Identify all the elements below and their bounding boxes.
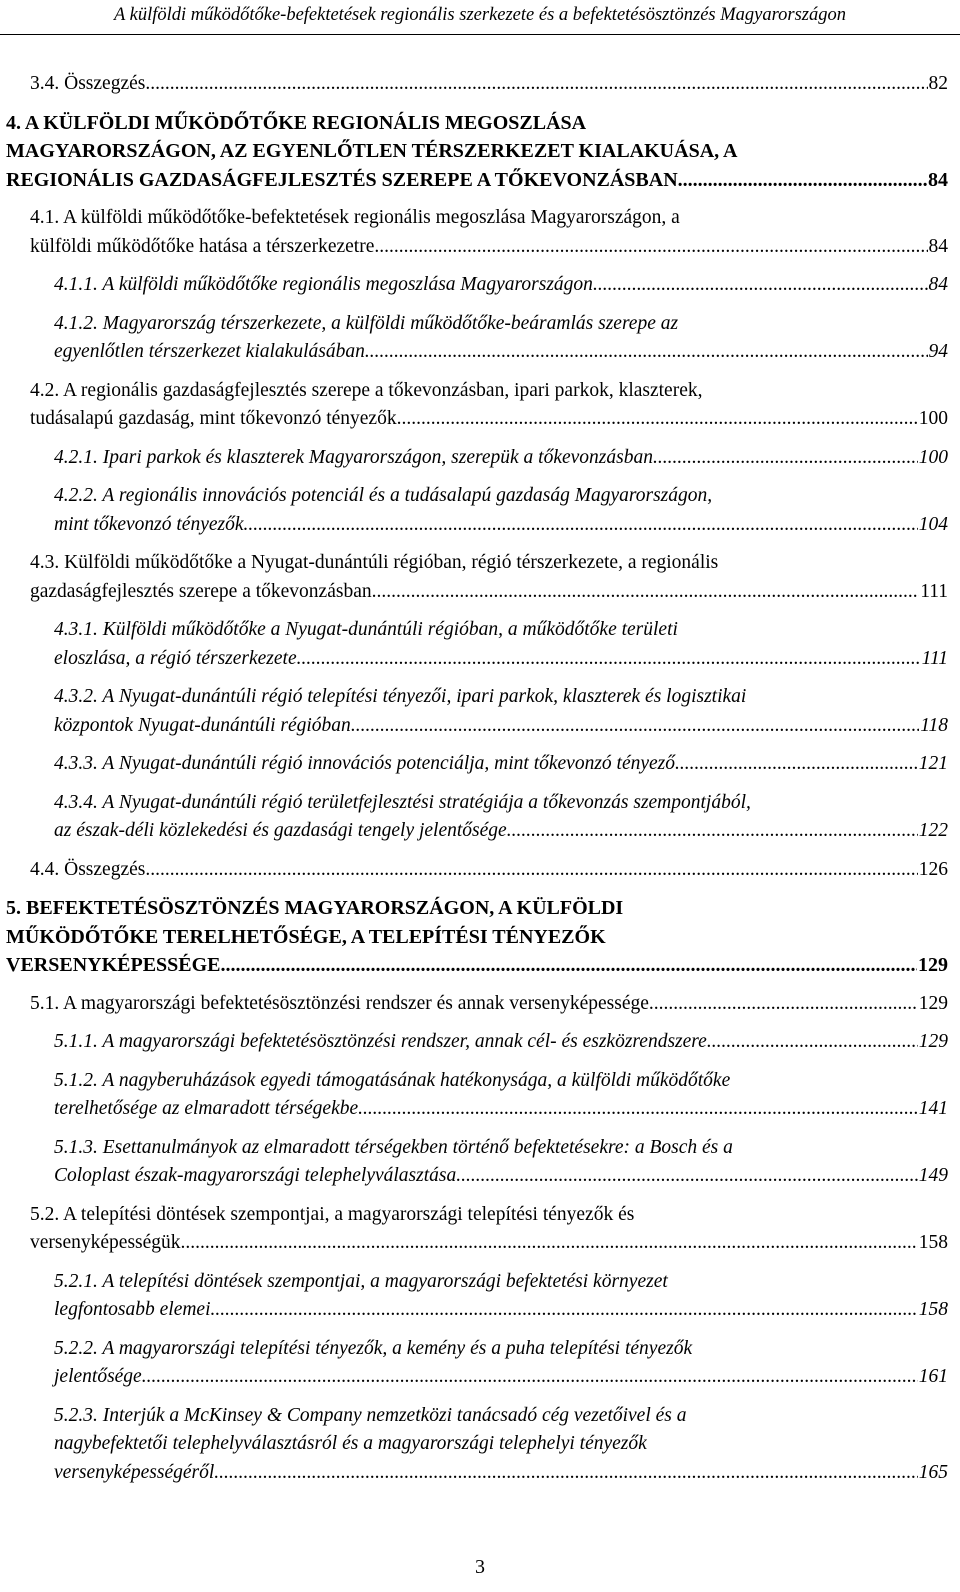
toc-page-number: 84: [928, 274, 948, 295]
dot-leader: [211, 1296, 918, 1325]
toc-entry-line: MŰKÖDŐTŐKE TERELHETŐSÉGE, A TELEPÍTÉSI TÉNYEZŐK: [6, 925, 606, 948]
dot-leader: [145, 856, 917, 885]
toc-entry[interactable]: [30, 990, 948, 1019]
toc-entry[interactable]: [30, 549, 948, 606]
toc-page-number: 94: [928, 341, 948, 362]
toc-entry-title: 4.4. Összegzés: [30, 858, 146, 880]
toc-page-number: 100: [918, 408, 948, 429]
toc-entry-title: tudásalapú gazdaság, mint tőkevonzó tényezők: [30, 408, 397, 429]
toc-page-number: 158: [918, 1299, 948, 1320]
toc-entry[interactable]: [54, 444, 948, 473]
toc-page-number: 149: [918, 1165, 948, 1186]
toc-entry[interactable]: [54, 750, 948, 779]
toc-entry-line: 4.3.4. A Nyugat-dunántúli régió területfejlesztési stratégiája a tőkevonzás szempontjából,: [54, 791, 751, 813]
toc-entry-line: 4.2. A regionális gazdaságfejlesztés szerepe a tőkevonzásban, ipari parkok, klaszterek,: [30, 379, 703, 401]
dot-leader: [678, 166, 927, 195]
toc-page-number: 104: [918, 513, 948, 535]
toc-entry-title: 5.1.1. A magyarországi befektetésösztönzési rendszer, annak cél- és eszközrendszere: [54, 1031, 707, 1052]
toc-entry[interactable]: [30, 204, 948, 261]
toc-entry-title: 3.4. Összegzés: [30, 73, 146, 94]
dot-leader: [297, 645, 921, 674]
toc-entry-title: az észak-déli közlekedési és gazdasági tengely jelentősége: [54, 820, 507, 841]
toc-entry-line: 4.3.2. A Nyugat-dunántúli régió telepítési tényezői, ipari parkok, klaszterek és logisztikai: [54, 686, 747, 707]
toc-entry[interactable]: [54, 1335, 948, 1392]
toc-entry[interactable]: [54, 1134, 948, 1191]
toc-entry-title: REGIONÁLIS GAZDASÁGFEJLESZTÉS SZEREPE A TŐKEVONZÁSBAN: [6, 168, 678, 191]
toc-entry-title: 4.2.1. Ipari parkok és klaszterek Magyarországon, szerepük a tőkevonzásban: [54, 446, 653, 468]
toc-entry-line: 5.1.3. Esettanulmányok az elmaradott térségekben történő befektetésekre: a Bosch és a: [54, 1136, 733, 1158]
dot-leader: [372, 578, 920, 607]
toc-entry-title: gazdaságfejlesztés szerepe a tőkevonzásban: [30, 580, 372, 602]
toc-page-number: 121: [918, 753, 948, 774]
toc-entry-line: MAGYARORSZÁGON, AZ EGYENLŐTLEN TÉRSZERKEZET KIALAKUÁSA, A: [6, 140, 738, 162]
toc-entry-title: legfontosabb elemei: [54, 1299, 211, 1320]
dot-leader: [593, 271, 928, 300]
dot-leader: [221, 951, 917, 980]
dot-leader: [397, 405, 918, 434]
toc-entry-title: 5.1. A magyarországi befektetésösztönzési rendszer és annak versenyképessége: [30, 992, 649, 1014]
dot-leader: [707, 1028, 918, 1057]
toc-entry-title: központok Nyugat-dunántúli régióban: [54, 714, 351, 736]
toc-entry-title: külföldi működőtőke hatása a térszerkezetre: [30, 235, 375, 257]
toc-entry[interactable]: [54, 616, 948, 673]
toc-page-number: 84: [928, 235, 948, 257]
toc-entry-line: nagybefektetői telephelyválasztásról és a magyarországi telephelyi tényezők: [54, 1433, 647, 1454]
toc-entry-title: Coloplast észak-magyarországi telephelyválasztása: [54, 1165, 457, 1186]
dot-leader: [181, 1229, 918, 1258]
toc-page-number: 82: [928, 73, 948, 94]
toc-entry-line: 4.3. Külföldi működőtőke a Nyugat-dunántúli régióban, régió térszerkezete, a regionális: [30, 552, 719, 573]
dot-leader: [358, 1095, 918, 1124]
toc-entry-title: eloszlása, a régió térszerkezete: [54, 647, 297, 669]
toc-page-number: 141: [918, 1098, 948, 1119]
toc-entry-line: 5.1.2. A nagyberuházások egyedi támogatásának hatékonysága, a külföldi működőtőke: [54, 1069, 731, 1091]
toc-entry[interactable]: [54, 1028, 948, 1057]
toc-page-number: 161: [918, 1366, 948, 1387]
toc-entry-title: versenyképességéről: [54, 1461, 215, 1483]
toc-page-number: 158: [918, 1232, 948, 1253]
toc-entry[interactable]: [6, 109, 948, 195]
toc-page-number: 126: [918, 858, 948, 880]
toc-entry[interactable]: [54, 683, 948, 740]
toc-entry-line: 5. BEFEKTETÉSÖSZTÖNZÉS MAGYARORSZÁGON, A KÜLFÖLDI: [6, 897, 624, 919]
toc-entry-title: 4.3.3. A Nyugat-dunántúli régió innovációs potenciálja, mint tőkevonzó tényező: [54, 753, 676, 774]
toc-page-number: 122: [918, 820, 948, 841]
page-number: 3: [475, 1556, 485, 1578]
dot-leader: [214, 1459, 917, 1488]
toc-entry[interactable]: [54, 789, 948, 846]
toc-entry[interactable]: [54, 1268, 948, 1325]
dot-leader: [244, 511, 918, 540]
dot-leader: [653, 444, 918, 473]
toc-entry-line: 4.2.2. A regionális innovációs potenciál és a tudásalapú gazdaság Magyarországon,: [54, 485, 713, 506]
dot-leader: [351, 712, 919, 741]
toc-entry[interactable]: [54, 482, 948, 539]
toc-entry[interactable]: [54, 310, 948, 367]
toc-entry[interactable]: [54, 271, 948, 300]
dot-leader: [374, 233, 927, 262]
toc-entry[interactable]: [30, 377, 948, 434]
toc-entry[interactable]: [6, 894, 948, 980]
toc-entry-line: 5.2.1. A telepítési döntések szempontjai, a magyarországi befektetési környezet: [54, 1270, 668, 1292]
toc-entry-title: jelentősége: [54, 1366, 142, 1387]
dot-leader: [675, 750, 918, 779]
toc-entry-line: 5.2.2. A magyarországi telepítési tényezők, a kemény és a puha telepítési tényezők: [54, 1337, 693, 1359]
dot-leader: [142, 1363, 918, 1392]
toc-entry-line: 4.3.1. Külföldi működőtőke a Nyugat-dunántúli régióban, a működőtőke területi: [54, 619, 678, 640]
dot-leader: [456, 1162, 918, 1191]
running-header: A külföldi működőtőke-befektetések regionális szerkezete és a befektetésösztönzés Magyarországon: [0, 0, 960, 35]
toc-entry-line: 4. A KÜLFÖLDI MŰKÖDŐTŐKE REGIONÁLIS MEGOSZLÁSA: [6, 111, 587, 134]
table-of-contents: [0, 70, 960, 1487]
toc-entry-title: terelhetősége az elmaradott térségekbe: [54, 1098, 359, 1119]
toc-entry-line: 4.1.2. Magyarország térszerkezete, a külföldi működőtőke-beáramlás szerepe az: [54, 312, 679, 334]
toc-entry-title: versenyképességük: [30, 1232, 181, 1253]
toc-entry-line: 5.2.3. Interjúk a McKinsey & Company nemzetközi tanácsadó cég vezetőivel és a: [54, 1404, 687, 1426]
toc-entry-title: 4.1.1. A külföldi működőtőke regionális megoszlása Magyarországon: [54, 274, 593, 295]
toc-entry[interactable]: [54, 1067, 948, 1124]
toc-page-number: 118: [920, 714, 948, 736]
dot-leader: [365, 338, 928, 367]
toc-entry[interactable]: [30, 1201, 948, 1258]
dot-leader: [145, 70, 927, 99]
toc-entry[interactable]: [30, 70, 948, 99]
toc-page-number: 100: [918, 446, 948, 468]
toc-page-number: 84: [928, 168, 948, 191]
toc-page-number: 129: [918, 992, 948, 1014]
dot-leader: [507, 817, 918, 846]
toc-entry[interactable]: [30, 856, 948, 885]
toc-page-number: 129: [918, 954, 948, 976]
toc-entry-title: VERSENYKÉPESSÉGE: [6, 954, 221, 976]
toc-page-number: 111: [920, 580, 948, 602]
toc-page-number: 129: [918, 1031, 948, 1052]
toc-entry[interactable]: [54, 1402, 948, 1488]
toc-page-number: 111: [921, 647, 948, 669]
dot-leader: [649, 990, 918, 1019]
toc-page-number: 165: [918, 1461, 948, 1483]
toc-entry-line: 5.2. A telepítési döntések szempontjai, a magyarországi telepítési tényezők és: [30, 1203, 635, 1225]
toc-entry-title: mint tőkevonzó tényezők: [54, 513, 244, 535]
toc-entry-title: egyenlőtlen térszerkezet kialakulásában: [54, 341, 365, 362]
toc-entry-line: 4.1. A külföldi működőtőke-befektetések regionális megoszlása Magyarországon, a: [30, 207, 680, 228]
